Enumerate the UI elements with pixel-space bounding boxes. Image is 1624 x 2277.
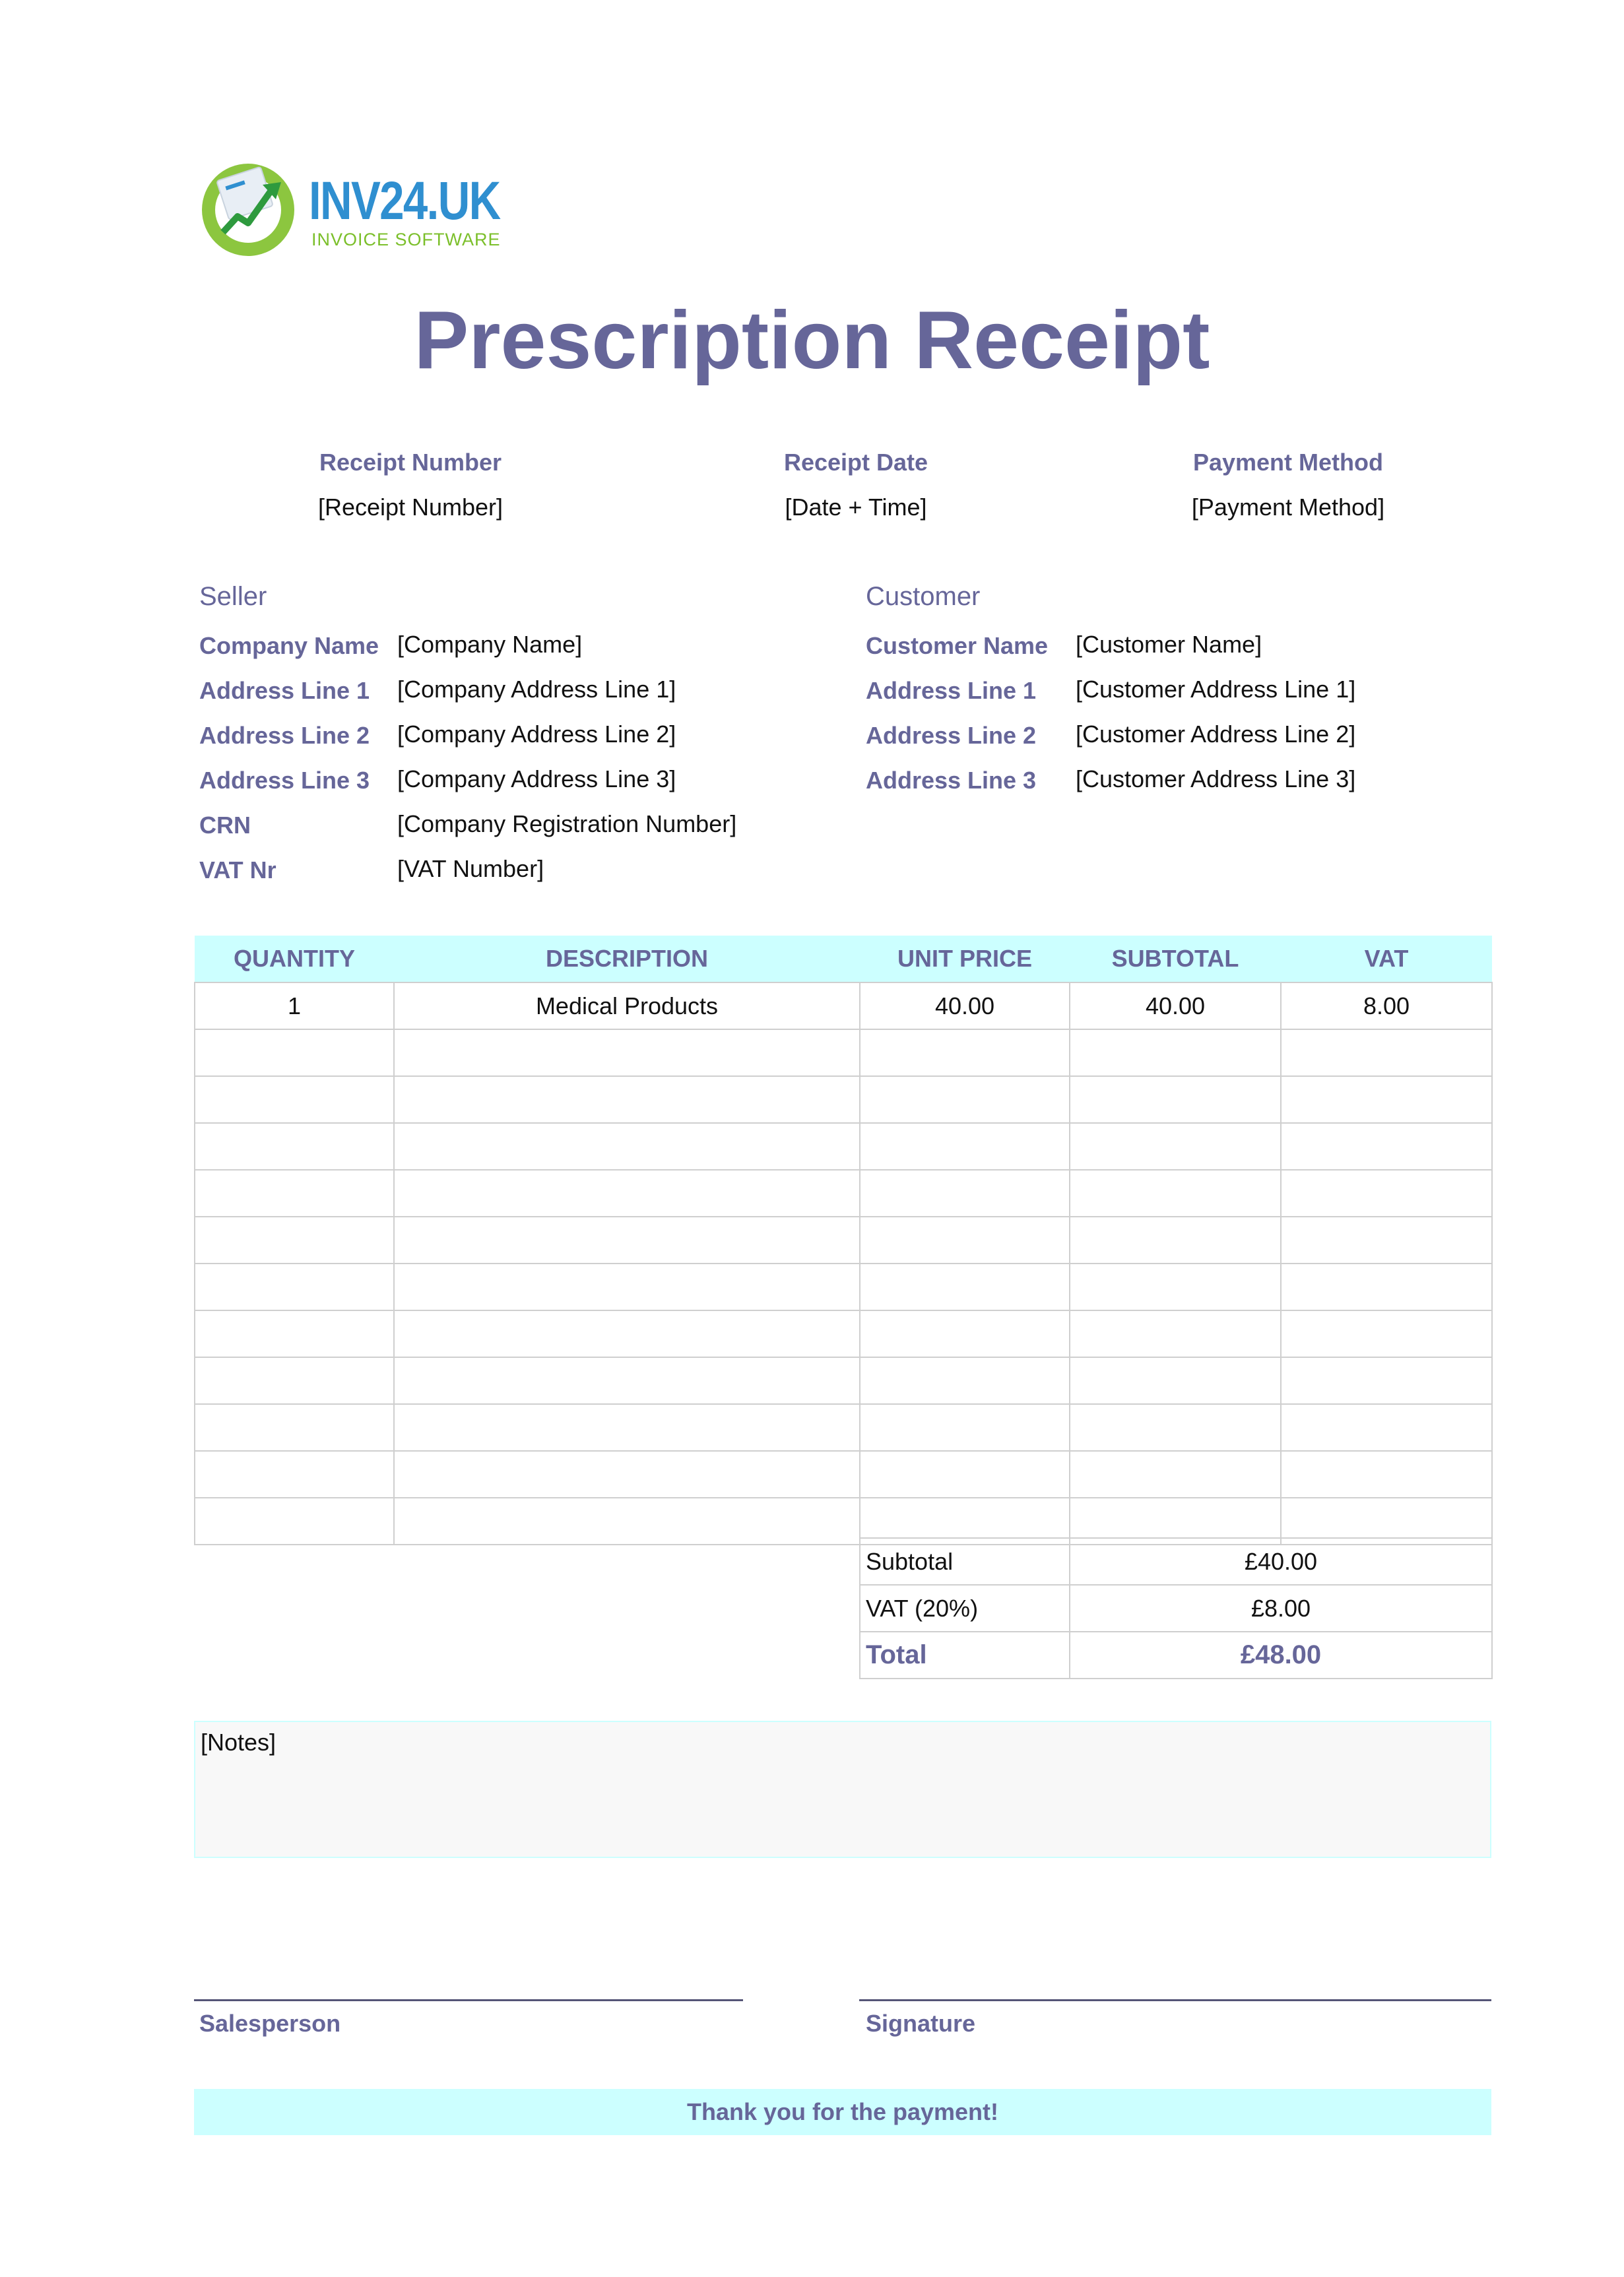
customer-heading: Customer (866, 582, 981, 611)
seller-address-line-2-value: [Company Address Line 2] (397, 721, 676, 748)
totals-table (859, 1537, 1493, 1679)
seller-crn-value: [Company Registration Number] (397, 810, 737, 837)
notes-box[interactable] (194, 1721, 1491, 1858)
payment-method-value: [Payment Method] (1191, 494, 1385, 521)
receipt-date-value: [Date + Time] (785, 494, 927, 521)
table-row-empty (195, 1310, 1492, 1357)
seller-address-line-2-label: Address Line 2 (199, 722, 370, 749)
salesperson-label: Salesperson (199, 2010, 341, 2037)
customer-signature-line (859, 1999, 1491, 2001)
seller-company-name-label: Company Name (199, 632, 379, 659)
seller-address-line-1-value: [Company Address Line 1] (397, 676, 676, 703)
seller-address-line-3-value: [Company Address Line 3] (397, 765, 676, 792)
customer-name-value: [Customer Name] (1076, 631, 1262, 658)
thank-you-banner (194, 2089, 1491, 2135)
table-row-empty (195, 1123, 1492, 1170)
logo-wordmark: INV24.UK (309, 171, 500, 231)
thank-you-text: Thank you for the payment! (686, 2098, 999, 2125)
table-row-empty (195, 1076, 1492, 1123)
customer-address-line-2-label: Address Line 2 (866, 722, 1037, 749)
item-description: Medical Products (394, 982, 860, 1029)
vat-row (860, 1585, 1492, 1632)
vat-value: £8.00 (1070, 1585, 1492, 1632)
receipt-number-value: [Receipt Number] (317, 494, 503, 521)
signature-label: Signature (866, 2010, 976, 2037)
subtotal-row (860, 1538, 1492, 1585)
table-row-empty (195, 1451, 1492, 1498)
logo-tagline: INVOICE SOFTWARE (311, 230, 501, 249)
seller-company-name-value: [Company Name] (397, 631, 583, 658)
item-vat: 8.00 (1281, 982, 1492, 1029)
table-row-empty (195, 1357, 1492, 1404)
receipt-date-label: Receipt Date (783, 449, 928, 476)
customer-address-line-3-label: Address Line 3 (866, 767, 1037, 794)
table-row (195, 982, 1492, 1029)
column-header-description: DESCRIPTION (394, 936, 860, 982)
customer-address-line-1-value: [Customer Address Line 1] (1076, 676, 1356, 703)
seller-vat-nr-value: [VAT Number] (397, 855, 544, 882)
subtotal-label: Subtotal (860, 1538, 1070, 1585)
customer-address-line-1-label: Address Line 1 (866, 677, 1037, 704)
company-logo (197, 156, 500, 261)
payment-method-label: Payment Method (1192, 449, 1384, 476)
subtotal-value: £40.00 (1070, 1538, 1492, 1585)
table-row-empty (195, 1170, 1492, 1217)
customer-address-line-3-value: [Customer Address Line 3] (1076, 765, 1356, 792)
seller-crn-label: CRN (199, 812, 251, 839)
column-header-unit-price: UNIT PRICE (860, 936, 1070, 982)
table-row-empty (195, 1217, 1492, 1264)
vat-label: VAT (20%) (860, 1585, 1070, 1632)
seller-address-line-3-label: Address Line 3 (199, 767, 370, 794)
column-header-quantity: QUANTITY (195, 936, 394, 982)
table-row-empty (195, 1404, 1492, 1451)
total-row (860, 1632, 1492, 1679)
line-items-table (194, 936, 1493, 1545)
seller-vat-nr-label: VAT Nr (199, 856, 276, 883)
seller-heading: Seller (199, 582, 267, 611)
page-title: Prescription Receipt (414, 295, 1210, 386)
column-header-vat: VAT (1281, 936, 1492, 982)
item-subtotal: 40.00 (1070, 982, 1281, 1029)
total-value: £48.00 (1070, 1632, 1492, 1679)
column-header-subtotal: SUBTOTAL (1070, 936, 1281, 982)
table-row-empty (195, 1264, 1492, 1310)
salesperson-signature-line (194, 1999, 743, 2001)
table-row-empty (195, 1029, 1492, 1076)
customer-address-line-2-value: [Customer Address Line 2] (1076, 721, 1356, 748)
receipt-number-label: Receipt Number (319, 449, 502, 476)
notes-text: [Notes] (201, 1729, 276, 1756)
item-quantity: 1 (195, 982, 394, 1029)
total-label: Total (860, 1632, 1070, 1679)
seller-address-line-1-label: Address Line 1 (199, 677, 370, 704)
customer-name-label: Customer Name (866, 632, 1049, 659)
logo-chart-icon (197, 158, 301, 257)
table-header-row (195, 936, 1492, 982)
item-unit-price: 40.00 (860, 982, 1070, 1029)
